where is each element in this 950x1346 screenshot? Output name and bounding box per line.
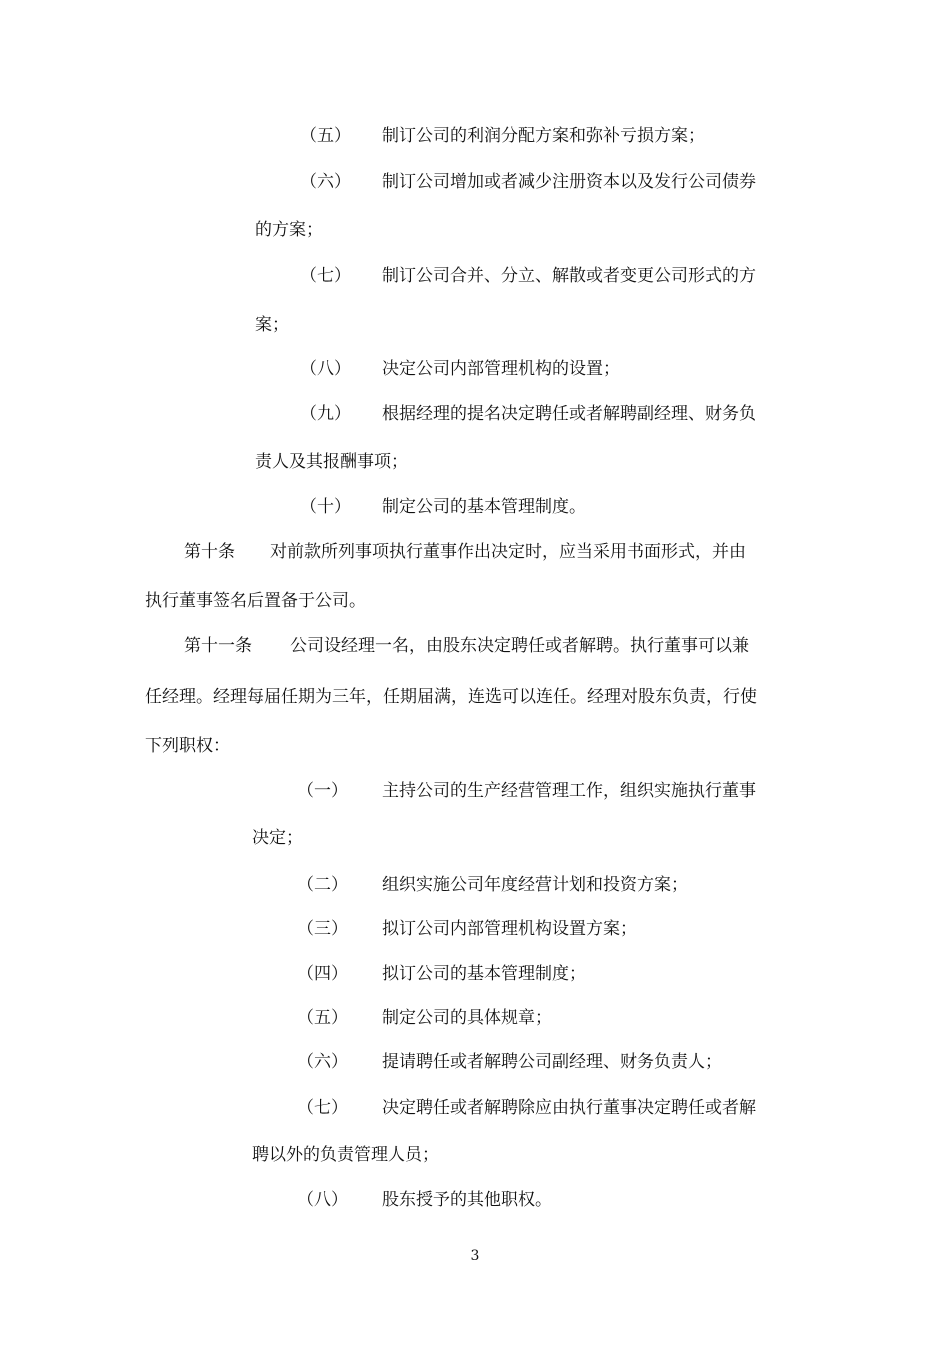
- item-number: （九）: [300, 404, 351, 424]
- article-10-continuation: 执行董事签名后置备于公司。: [145, 591, 366, 611]
- item-text: 主持公司的生产经营管理工作，组织实施执行董事: [382, 781, 756, 801]
- item-number: （七）: [297, 1098, 348, 1118]
- item-continuation: 聘以外的负责管理人员；: [252, 1145, 439, 1165]
- item-text: 制订公司合并、分立、解散或者变更公司形式的方: [382, 266, 756, 286]
- item-number: （四）: [297, 964, 348, 984]
- page-number: 3: [470, 1248, 480, 1264]
- item-text: 制定公司的具体规章；: [382, 1008, 552, 1028]
- item-number: （一）: [297, 781, 348, 801]
- item-text: 决定聘任或者解聘除应由执行董事决定聘任或者解: [382, 1098, 756, 1118]
- item-text: 根据经理的提名决定聘任或者解聘副经理、财务负: [382, 404, 756, 424]
- item-continuation: 案；: [255, 315, 289, 335]
- item-text: 决定公司内部管理机构的设置；: [382, 359, 620, 379]
- item-number: （七）: [300, 266, 351, 286]
- item-text: 股东授予的其他职权。: [382, 1190, 552, 1210]
- article-11-continuation: 任经理。经理每届任期为三年，任期届满，连选可以连任。经理对股东负责，行使: [145, 687, 757, 707]
- item-continuation: 决定；: [252, 828, 303, 848]
- item-number: （三）: [297, 919, 348, 939]
- item-text: 组织实施公司年度经营计划和投资方案；: [382, 875, 688, 895]
- item-number: （六）: [300, 172, 351, 192]
- item-continuation: 的方案；: [255, 220, 323, 240]
- item-text: 拟订公司的基本管理制度；: [382, 964, 586, 984]
- item-number: （十）: [300, 497, 351, 517]
- item-number: （二）: [297, 875, 348, 895]
- article-11-continuation: 下列职权：: [145, 736, 230, 756]
- article-11-title: 第十一条: [184, 636, 252, 656]
- item-continuation: 责人及其报酬事项；: [255, 452, 408, 472]
- article-10-title: 第十条: [184, 542, 235, 562]
- article-10-text: 对前款所列事项执行董事作出决定时，应当采用书面形式，并由: [270, 542, 746, 562]
- item-text: 制订公司的利润分配方案和弥补亏损方案；: [382, 126, 705, 146]
- item-text: 制订公司增加或者减少注册资本以及发行公司债券: [382, 172, 756, 192]
- item-number: （八）: [297, 1190, 348, 1210]
- article-11-text: 公司设经理一名，由股东决定聘任或者解聘。执行董事可以兼: [290, 636, 749, 656]
- item-text: 制定公司的基本管理制度。: [382, 497, 586, 517]
- item-text: 提请聘任或者解聘公司副经理、财务负责人；: [382, 1052, 722, 1072]
- item-number: （五）: [297, 1008, 348, 1028]
- item-number: （五）: [300, 126, 351, 146]
- item-number: （八）: [300, 359, 351, 379]
- item-text: 拟订公司内部管理机构设置方案；: [382, 919, 637, 939]
- item-number: （六）: [297, 1052, 348, 1072]
